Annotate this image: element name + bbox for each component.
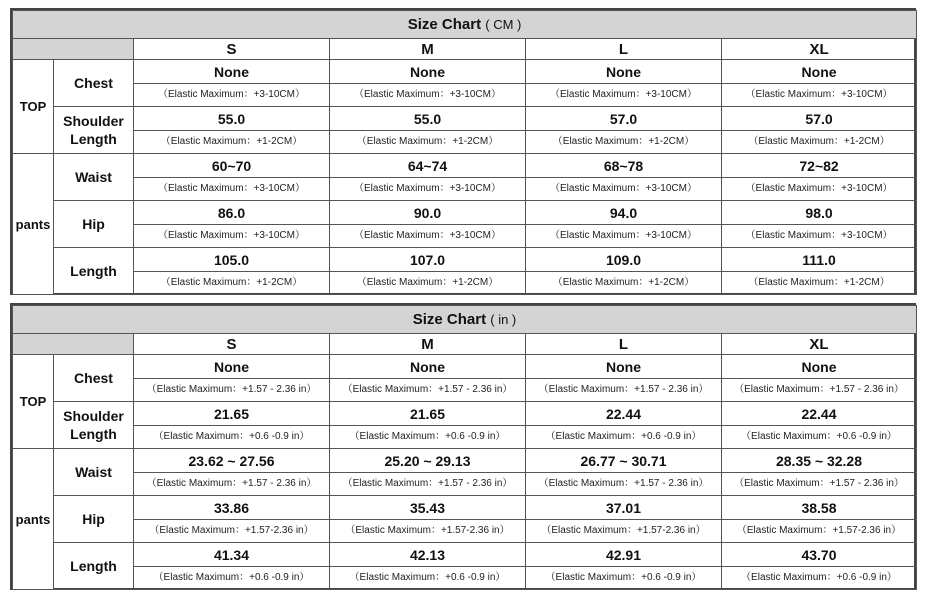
header-corner — [13, 334, 134, 355]
size-value-cell — [526, 248, 722, 295]
elastic-note: （Elastic Maximum：+0.6 -0.9 in） — [349, 431, 506, 442]
measurement-value: 64~74 — [330, 154, 525, 178]
elastic-note: （Elastic Maximum：+0.6 -0.9 in） — [741, 431, 897, 442]
measurement-row — [13, 201, 917, 248]
size-value-cell — [134, 248, 330, 295]
measurement-value: 57.0 — [526, 107, 721, 131]
elastic-note: （Elastic Maximum：+0.6 -0.9 in） — [741, 572, 897, 583]
measurement-label: Hip — [54, 496, 134, 543]
size-header-row — [13, 39, 917, 60]
size-value-cell — [330, 543, 526, 590]
size-value-cell — [722, 107, 917, 154]
elastic-note: （Elastic Maximum：+1-2CM） — [160, 277, 303, 288]
elastic-note: （Elastic Maximum：+1.57 - 2.36 in） — [342, 478, 513, 489]
header-corner — [13, 39, 134, 60]
size-value-cell — [526, 60, 722, 107]
measurement-row — [13, 449, 917, 496]
measurement-label: Chest — [54, 60, 134, 107]
elastic-note: （Elastic Maximum：+3-10CM） — [745, 89, 893, 100]
elastic-note: （Elastic Maximum：+1-2CM） — [356, 136, 499, 147]
size-header-row — [13, 334, 917, 355]
size-value-cell — [134, 402, 330, 449]
measurement-value: 33.86 — [134, 496, 329, 520]
size-value-cell — [722, 402, 917, 449]
measurement-value: 35.43 — [330, 496, 525, 520]
size-header: S — [134, 334, 330, 355]
size-value-cell — [330, 449, 526, 496]
elastic-note: （Elastic Maximum：+1-2CM） — [552, 277, 695, 288]
size-chart-in — [10, 303, 916, 590]
measurement-label: Length — [54, 248, 134, 295]
size-table — [12, 305, 917, 590]
size-value-cell — [722, 154, 917, 201]
group-label-pants: pants — [13, 449, 54, 590]
measurement-value: 41.34 — [134, 543, 329, 567]
size-value-cell — [722, 201, 917, 248]
measurement-value: 38.58 — [722, 496, 916, 520]
measurement-label: Hip — [54, 201, 134, 248]
measurement-row — [13, 60, 917, 107]
measurement-value: 55.0 — [134, 107, 329, 131]
size-header: M — [330, 39, 526, 60]
elastic-note: （Elastic Maximum：+0.6 -0.9 in） — [153, 431, 310, 442]
elastic-note: （Elastic Maximum：+1-2CM） — [160, 136, 303, 147]
measurement-value: 42.13 — [330, 543, 525, 567]
measurement-value: None — [722, 355, 916, 379]
measurement-value: 42.91 — [526, 543, 721, 567]
measurement-value: 72~82 — [722, 154, 916, 178]
elastic-note: （Elastic Maximum：+1.57-2.36 in） — [149, 525, 314, 536]
measurement-value: 23.62 ~ 27.56 — [134, 449, 329, 473]
measurement-value: 57.0 — [722, 107, 916, 131]
size-value-cell — [134, 543, 330, 590]
elastic-note: （Elastic Maximum：+1.57 - 2.36 in） — [734, 478, 904, 489]
size-header: XL — [722, 334, 917, 355]
elastic-note: （Elastic Maximum：+3-10CM） — [550, 89, 697, 100]
measurement-label: Length — [54, 543, 134, 590]
elastic-note: （Elastic Maximum：+1.57 - 2.36 in） — [146, 478, 317, 489]
size-value-cell — [134, 449, 330, 496]
measurement-value: 111.0 — [722, 248, 916, 272]
chart-title — [13, 306, 917, 334]
measurement-value: None — [526, 355, 721, 379]
size-value-cell — [330, 60, 526, 107]
size-header: L — [526, 39, 722, 60]
elastic-note: （Elastic Maximum：+3-10CM） — [550, 230, 697, 241]
measurement-label: Shoulder Length — [54, 402, 134, 449]
size-table — [12, 10, 917, 295]
elastic-note: （Elastic Maximum：+3-10CM） — [550, 183, 697, 194]
size-header: S — [134, 39, 330, 60]
measurement-row — [13, 355, 917, 402]
measurement-value: None — [722, 60, 916, 84]
measurement-row — [13, 402, 917, 449]
chart-unit-label: ( CM ) — [485, 17, 522, 32]
size-value-cell — [526, 449, 722, 496]
size-value-cell — [526, 496, 722, 543]
measurement-value: 98.0 — [722, 201, 916, 225]
measurement-value: 55.0 — [330, 107, 525, 131]
measurement-value: 21.65 — [330, 402, 525, 426]
size-value-cell — [330, 201, 526, 248]
size-value-cell — [526, 201, 722, 248]
elastic-note: （Elastic Maximum：+1.57 - 2.36 in） — [734, 384, 904, 395]
size-header: M — [330, 334, 526, 355]
size-chart-cm — [10, 8, 916, 295]
measurement-row — [13, 154, 917, 201]
size-value-cell — [330, 402, 526, 449]
measurement-value: 26.77 ~ 30.71 — [526, 449, 721, 473]
size-value-cell — [722, 496, 917, 543]
size-value-cell — [526, 402, 722, 449]
elastic-note: （Elastic Maximum：+3-10CM） — [745, 230, 893, 241]
size-value-cell — [722, 543, 917, 590]
size-value-cell — [526, 543, 722, 590]
elastic-note: （Elastic Maximum：+3-10CM） — [158, 89, 305, 100]
measurement-value: 37.01 — [526, 496, 721, 520]
measurement-value: 90.0 — [330, 201, 525, 225]
title-row — [13, 306, 917, 334]
measurement-row — [13, 496, 917, 543]
elastic-note: （Elastic Maximum：+3-10CM） — [354, 89, 501, 100]
chart-unit-label: ( in ) — [490, 312, 517, 327]
measurement-value: 105.0 — [134, 248, 329, 272]
measurement-value: None — [134, 355, 329, 379]
elastic-note: （Elastic Maximum：+3-10CM） — [158, 183, 305, 194]
size-value-cell — [134, 201, 330, 248]
elastic-note: （Elastic Maximum：+1-2CM） — [748, 136, 890, 147]
measurement-value: None — [526, 60, 721, 84]
size-value-cell — [330, 496, 526, 543]
chart-title-text: Size Chart — [412, 311, 487, 328]
measurement-row — [13, 248, 917, 295]
size-header: L — [526, 334, 722, 355]
measurement-value: 94.0 — [526, 201, 721, 225]
measurement-label: Waist — [54, 449, 134, 496]
measurement-value: 43.70 — [722, 543, 916, 567]
size-value-cell — [722, 248, 917, 295]
measurement-row — [13, 107, 917, 154]
elastic-note: （Elastic Maximum：+1-2CM） — [356, 277, 499, 288]
chart-title — [13, 11, 917, 39]
measurement-value: 60~70 — [134, 154, 329, 178]
chart-title-text: Size Chart — [407, 16, 482, 33]
title-row — [13, 11, 917, 39]
elastic-note: （Elastic Maximum：+1.57 - 2.36 in） — [342, 384, 513, 395]
size-value-cell — [722, 60, 917, 107]
size-value-cell — [722, 355, 917, 402]
size-value-cell — [526, 107, 722, 154]
elastic-note: （Elastic Maximum：+1.57-2.36 in） — [541, 525, 706, 536]
measurement-row — [13, 543, 917, 590]
elastic-note: （Elastic Maximum：+3-10CM） — [158, 230, 305, 241]
measurement-value: None — [134, 60, 329, 84]
elastic-note: （Elastic Maximum：+3-10CM） — [745, 183, 893, 194]
elastic-note: （Elastic Maximum：+1.57 - 2.36 in） — [146, 384, 317, 395]
measurement-value: 22.44 — [722, 402, 916, 426]
elastic-note: （Elastic Maximum：+1-2CM） — [552, 136, 695, 147]
measurement-value: 107.0 — [330, 248, 525, 272]
size-value-cell — [526, 154, 722, 201]
elastic-note: （Elastic Maximum：+0.6 -0.9 in） — [545, 431, 702, 442]
size-value-cell — [330, 154, 526, 201]
size-value-cell — [134, 496, 330, 543]
group-label-pants: pants — [13, 154, 54, 295]
measurement-value: None — [330, 60, 525, 84]
measurement-value: 109.0 — [526, 248, 721, 272]
size-value-cell — [134, 355, 330, 402]
elastic-note: （Elastic Maximum：+3-10CM） — [354, 183, 501, 194]
elastic-note: （Elastic Maximum：+1.57 - 2.36 in） — [538, 478, 709, 489]
elastic-note: （Elastic Maximum：+0.6 -0.9 in） — [349, 572, 506, 583]
size-header: XL — [722, 39, 917, 60]
measurement-value: 22.44 — [526, 402, 721, 426]
measurement-label: Chest — [54, 355, 134, 402]
measurement-value: 25.20 ~ 29.13 — [330, 449, 525, 473]
elastic-note: （Elastic Maximum：+3-10CM） — [354, 230, 501, 241]
size-value-cell — [134, 107, 330, 154]
size-value-cell — [330, 248, 526, 295]
measurement-value: 28.35 ~ 32.28 — [722, 449, 916, 473]
elastic-note: （Elastic Maximum：+1.57-2.36 in） — [736, 525, 902, 536]
group-label-top: TOP — [13, 60, 54, 154]
group-label-top: TOP — [13, 355, 54, 449]
size-value-cell — [134, 60, 330, 107]
size-value-cell — [330, 355, 526, 402]
measurement-label: Shoulder Length — [54, 107, 134, 154]
size-value-cell — [134, 154, 330, 201]
measurement-label: Waist — [54, 154, 134, 201]
measurement-value: 21.65 — [134, 402, 329, 426]
elastic-note: （Elastic Maximum：+0.6 -0.9 in） — [545, 572, 702, 583]
size-value-cell — [722, 449, 917, 496]
elastic-note: （Elastic Maximum：+1.57-2.36 in） — [345, 525, 510, 536]
elastic-note: （Elastic Maximum：+1.57 - 2.36 in） — [538, 384, 709, 395]
measurement-value: 86.0 — [134, 201, 329, 225]
measurement-value: 68~78 — [526, 154, 721, 178]
elastic-note: （Elastic Maximum：+1-2CM） — [748, 277, 890, 288]
size-value-cell — [526, 355, 722, 402]
size-value-cell — [330, 107, 526, 154]
measurement-value: None — [330, 355, 525, 379]
elastic-note: （Elastic Maximum：+0.6 -0.9 in） — [153, 572, 310, 583]
